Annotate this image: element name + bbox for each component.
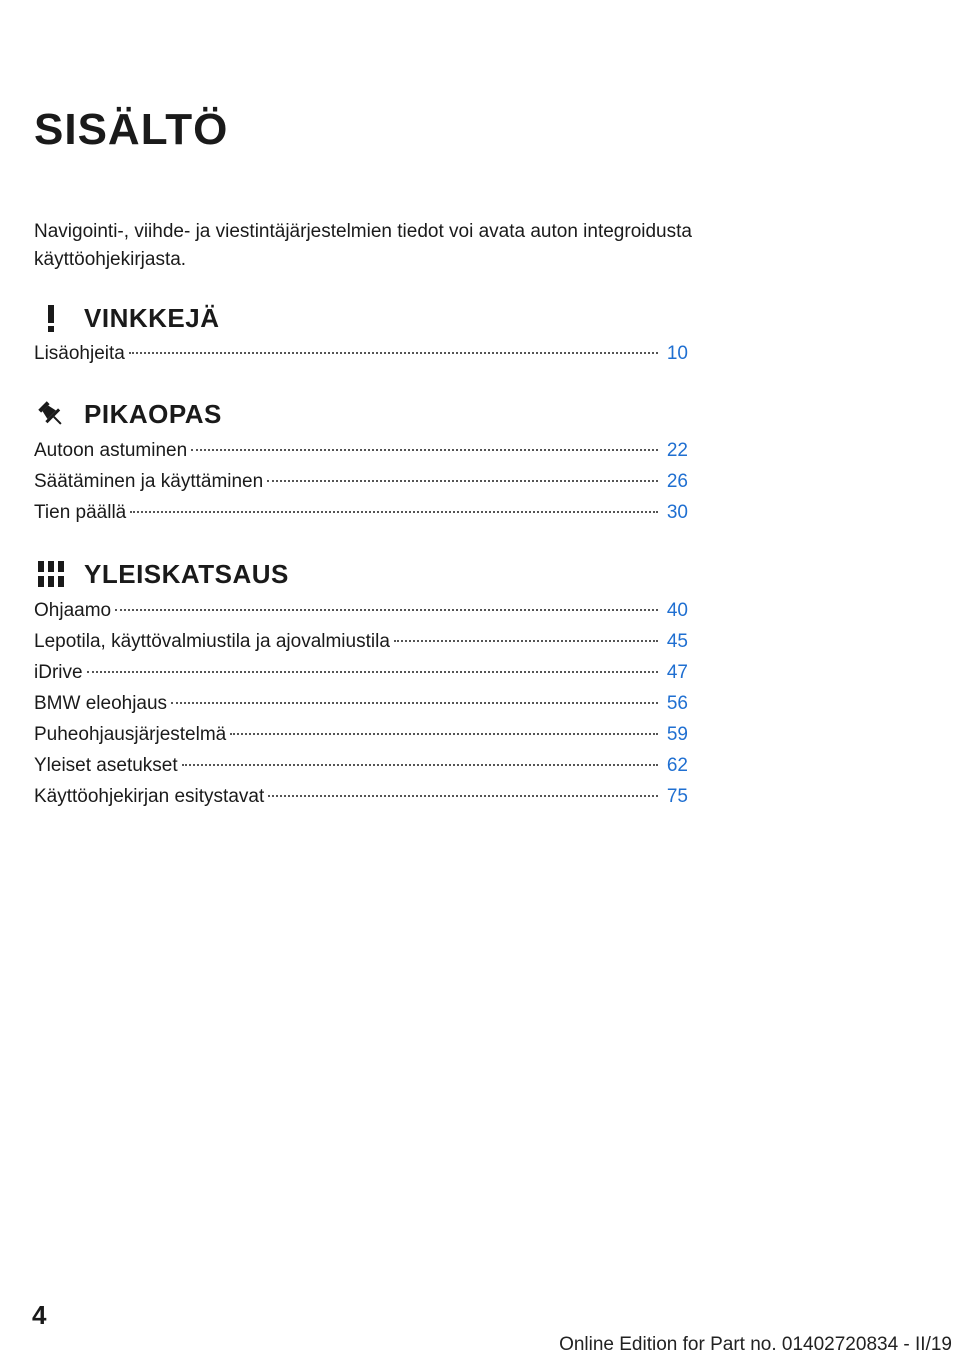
toc-entry-label: Yleiset asetukset: [34, 755, 178, 776]
toc-entry-label: Ohjaamo: [34, 600, 112, 621]
dot-leader: [394, 640, 658, 642]
toc-entry-label: Tien päällä: [34, 502, 127, 523]
section-header-yleiskatsaus: [34, 554, 289, 594]
toc-entry-page[interactable]: 26: [666, 471, 688, 492]
toc-entry[interactable]: [34, 750, 688, 781]
intro-text: Navigointi-, viihde- ja viestintäjärjestelmien tiedot voi avata auton integroidusta käyttöohjekirjasta.: [34, 221, 692, 270]
toc-list-pikaopas: [34, 435, 688, 528]
dot-leader: [129, 352, 658, 354]
toc-entry-page[interactable]: 40: [666, 600, 688, 621]
toc-entry[interactable]: [34, 657, 688, 688]
toc-entry-label: Käyttöohjekirjan esitystavat: [34, 786, 265, 807]
dot-leader: [191, 449, 658, 451]
toc-entry-page[interactable]: 62: [666, 755, 688, 776]
dot-leader: [87, 671, 658, 673]
exclamation-icon: [34, 301, 68, 335]
toc-entry-page[interactable]: 22: [666, 440, 688, 461]
section-title: PIKAOPAS: [84, 398, 222, 429]
toc-entry[interactable]: [34, 435, 688, 466]
toc-entry-page[interactable]: 56: [666, 693, 688, 714]
toc-list-yleiskatsaus: [34, 595, 688, 812]
toc-entry-label: Puheohjausjärjestelmä: [34, 724, 227, 745]
toc-entry[interactable]: [34, 497, 688, 528]
toc-entry-page[interactable]: 30: [666, 502, 688, 523]
toc-entry[interactable]: [34, 595, 688, 626]
dot-leader: [268, 795, 658, 797]
section-title: VINKKEJÄ: [84, 302, 220, 333]
section-title: YLEISKATSAUS: [84, 558, 289, 589]
toc-entry[interactable]: [34, 688, 688, 719]
toc-entry-label: BMW eleohjaus: [34, 693, 168, 714]
dot-leader: [267, 480, 658, 482]
footer-edition-note: Online Edition for Part no. 01402720834 - II/19: [559, 1334, 952, 1355]
section-header-pikaopas: [34, 394, 222, 434]
section-header-vinkkeja: [34, 298, 219, 338]
toc-list-vinkkeja: [34, 338, 688, 369]
toc-entry-page[interactable]: 75: [666, 786, 688, 807]
pushpin-icon: [34, 397, 68, 431]
dot-leader: [171, 702, 658, 704]
toc-entry[interactable]: [34, 781, 688, 812]
toc-entry[interactable]: [34, 466, 688, 497]
toc-entry-label: Autoon astuminen: [34, 440, 188, 461]
toc-entry-label: Lepotila, käyttövalmiustila ja ajovalmiustila: [34, 631, 390, 652]
toc-entry-page[interactable]: 59: [666, 724, 688, 745]
toc-entry-label: iDrive: [34, 662, 83, 683]
toc-entry-label: Säätäminen ja käyttäminen: [34, 471, 264, 492]
page-title: SISÄLTÖ: [34, 105, 229, 154]
dot-leader: [115, 609, 658, 611]
dot-leader: [182, 764, 658, 766]
toc-entry-page[interactable]: 47: [666, 662, 688, 683]
toc-entry-label: Lisäohjeita: [34, 343, 125, 364]
grid-icon: [34, 557, 68, 591]
dot-leader: [230, 733, 658, 735]
dot-leader: [130, 511, 658, 513]
toc-entry[interactable]: [34, 626, 688, 657]
page-number: 4: [32, 1300, 47, 1330]
toc-entry[interactable]: [34, 719, 688, 750]
toc-entry-page[interactable]: 45: [666, 631, 688, 652]
toc-entry[interactable]: [34, 338, 688, 369]
toc-entry-page[interactable]: 10: [666, 343, 688, 364]
